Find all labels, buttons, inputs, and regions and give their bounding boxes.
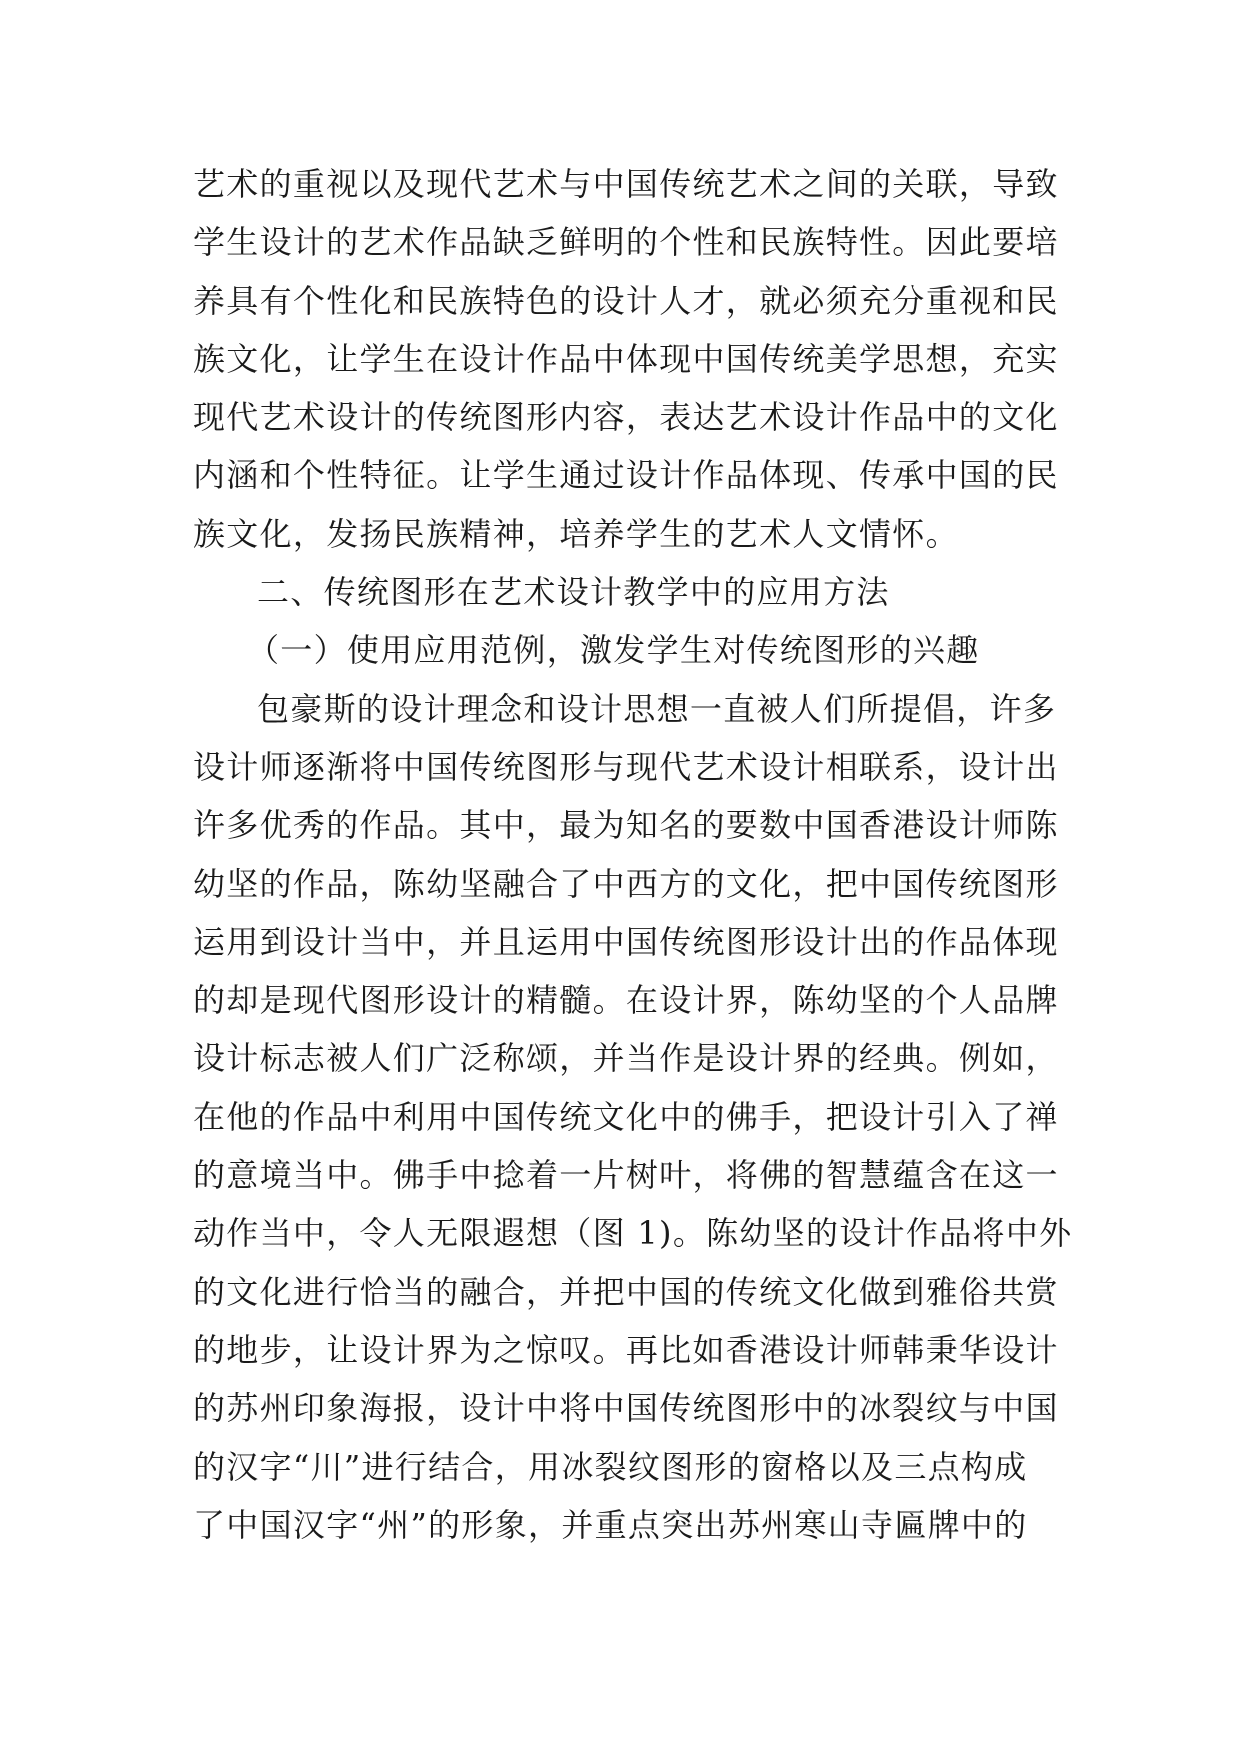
text-line: 现代艺术设计的传统图形内容，表达艺术设计作品中的文化 — [193, 398, 1059, 437]
text-line: 设计标志被人们广泛称颂，并当作是设计界的经典。例如， — [193, 1039, 1059, 1078]
text-line: 学生设计的艺术作品缺乏鲜明的个性和民族特性。因此要培 — [193, 223, 1059, 262]
body-text — [193, 155, 1073, 1554]
text-line: 的文化进行恰当的融合，并把中国的传统文化做到雅俗共赏 — [193, 1272, 1059, 1311]
text-line: 许多优秀的作品。其中，最为知名的要数中国香港设计师陈 — [193, 806, 1059, 845]
section-heading: 二、传统图形在艺术设计教学中的应用方法 — [257, 573, 890, 612]
text-line: 艺术的重视以及现代艺术与中国传统艺术之间的关联，导致 — [193, 165, 1059, 203]
text-line: 运用到设计当中，并且运用中国传统图形设计出的作品体现 — [193, 922, 1059, 961]
subsection-heading: （一）使用应用范例，激发学生对传统图形的兴趣 — [247, 631, 980, 670]
text-line: 动作当中，令人无限遐想（图 1)。陈幼坚的设计作品将中外 — [193, 1214, 1073, 1253]
paragraph-start-line: 包豪斯的设计理念和设计思想一直被人们所提倡，许多 — [257, 689, 1057, 728]
text-line: 族文化，发扬民族精神，培养学生的艺术人文情怀。 — [193, 514, 959, 553]
text-line: 的汉字“川”进行结合，用冰裂纹图形的窗格以及三点构成 — [193, 1447, 1028, 1486]
text-line: 了中国汉字“州”的形象，并重点突出苏州寒山寺匾牌中的 — [193, 1505, 1028, 1544]
text-line: 内涵和个性特征。让学生通过设计作品体现、传承中国的民 — [193, 456, 1059, 495]
text-line: 幼坚的作品，陈幼坚融合了中西方的文化，把中国传统图形 — [193, 864, 1059, 903]
text-line: 族文化，让学生在设计作品中体现中国传统美学思想，充实 — [193, 339, 1059, 378]
text-line: 养具有个性化和民族特色的设计人才，就必须充分重视和民 — [193, 281, 1059, 320]
text-line: 的苏州印象海报，设计中将中国传统图形中的冰裂纹与中国 — [193, 1389, 1059, 1428]
text-line: 的意境当中。佛手中捻着一片树叶，将佛的智慧蕴含在这一 — [193, 1156, 1059, 1195]
text-line: 在他的作品中利用中国传统文化中的佛手，把设计引入了禅 — [193, 1097, 1059, 1136]
text-line: 的却是现代图形设计的精髓。在设计界，陈幼坚的个人品牌 — [193, 981, 1059, 1020]
text-line: 的地步，让设计界为之惊叹。再比如香港设计师韩秉华设计 — [193, 1330, 1059, 1369]
text-line: 设计师逐渐将中国传统图形与现代艺术设计相联系，设计出 — [193, 747, 1059, 786]
